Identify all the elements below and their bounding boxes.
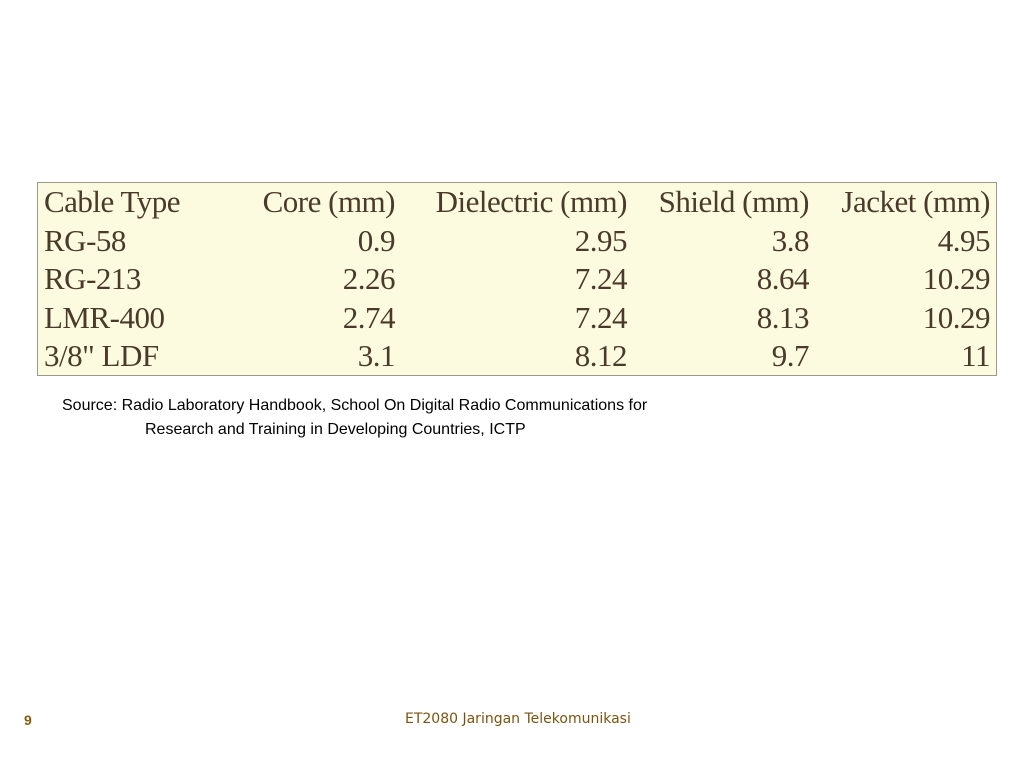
cell-jacket: 10.29 — [922, 261, 990, 297]
header-shield: Shield (mm) — [658, 184, 809, 220]
cell-shield: 9.7 — [771, 338, 809, 374]
header-core: Core (mm) — [262, 184, 395, 220]
cell-dielectric: 2.95 — [574, 222, 627, 258]
page-number: 9 — [24, 712, 32, 728]
cable-dimensions-table — [38, 183, 996, 376]
cell-core: 2.74 — [342, 299, 395, 335]
cell-cable-type: LMR-400 — [44, 299, 165, 335]
header-jacket: Jacket (mm) — [841, 184, 990, 220]
cell-dielectric: 7.24 — [574, 299, 627, 335]
cell-jacket: 11 — [961, 338, 990, 374]
header-dielectric: Dielectric (mm) — [435, 184, 627, 220]
cable-table-container — [37, 182, 997, 376]
header-cable-type: Cable Type — [44, 184, 181, 220]
cell-core: 2.26 — [342, 261, 395, 297]
cell-dielectric: 8.12 — [574, 338, 627, 374]
footer-course-title: ET2080 Jaringan Telekomunikasi — [405, 711, 631, 727]
source-line-1: Source: Radio Laboratory Handbook, School On Digital Radio Communications for — [62, 397, 648, 414]
cell-jacket: 10.29 — [922, 299, 990, 335]
cell-cable-type: 3/8" LDF — [44, 338, 159, 374]
cell-jacket: 4.95 — [937, 222, 990, 258]
cell-shield: 8.64 — [756, 261, 809, 297]
table-row — [38, 299, 996, 338]
table-row — [38, 260, 996, 299]
table-header-row — [38, 183, 996, 222]
source-citation — [62, 394, 842, 442]
cell-core: 0.9 — [357, 222, 395, 258]
cell-cable-type: RG-213 — [44, 261, 141, 297]
cell-shield: 3.8 — [771, 222, 809, 258]
cell-dielectric: 7.24 — [574, 261, 627, 297]
source-line-2: Research and Training in Developing Countries, ICTP — [145, 421, 526, 438]
cell-core: 3.1 — [357, 338, 395, 374]
cell-cable-type: RG-58 — [44, 222, 126, 258]
table-row — [38, 337, 996, 376]
cell-shield: 8.13 — [756, 299, 809, 335]
table-row — [38, 222, 996, 261]
